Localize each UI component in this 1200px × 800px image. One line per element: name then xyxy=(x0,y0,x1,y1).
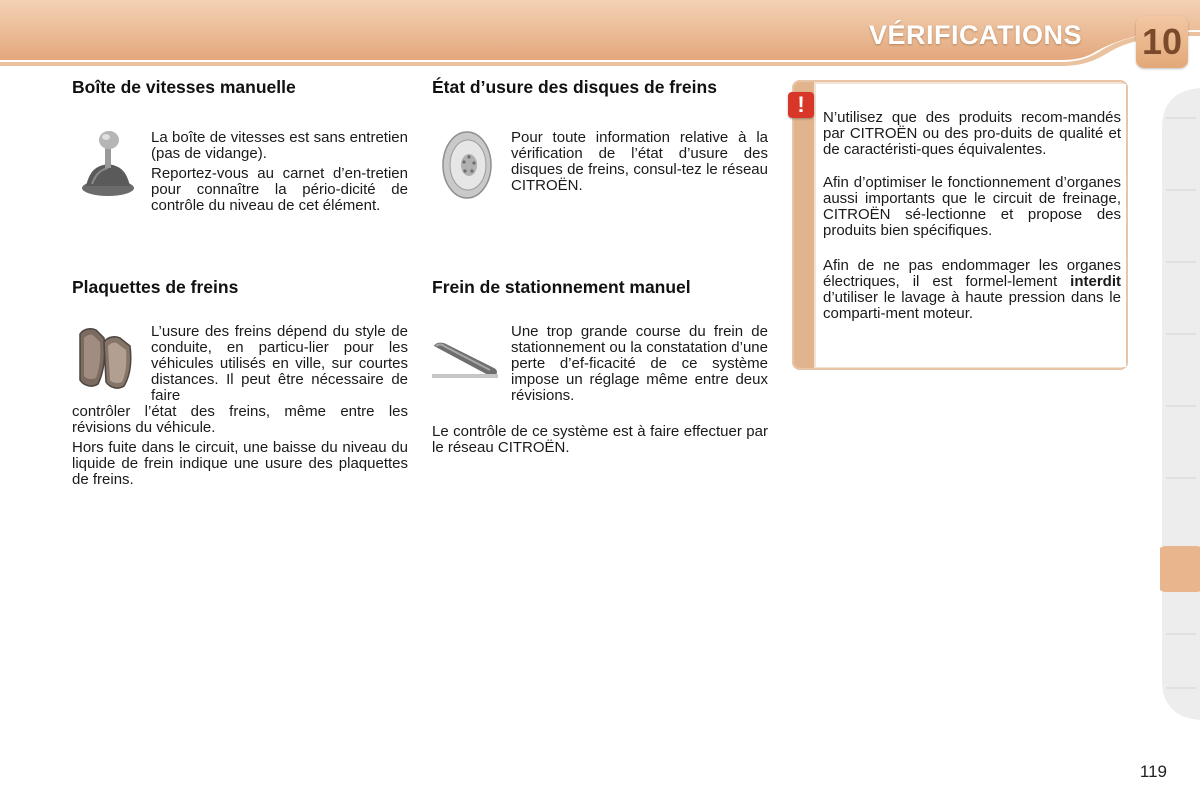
page-title: VÉRIFICATIONS xyxy=(868,20,1082,50)
section-brake-discs xyxy=(432,78,769,97)
section-parking-brake xyxy=(432,278,769,297)
warning-paragraph-3 xyxy=(823,258,1121,322)
gear-lever-icon xyxy=(78,128,138,203)
section-title: Frein de stationnement manuel xyxy=(432,277,691,297)
chapter-number-badge: 10 xyxy=(1136,16,1188,68)
brake-discs-paragraph-1: Pour toute information relative à la vérification de l’état d’usure des disques de freins, consul-tez le réseau CITROËN. xyxy=(511,129,768,194)
warning-paragraph-3-part-1: Afin de ne pas endommager les organes électriques, il est formel-lement xyxy=(823,257,1121,290)
parking-brake-lever-icon xyxy=(432,338,500,387)
section-title: État d’usure des disques de freins xyxy=(432,77,717,97)
section-title: Plaquettes de freins xyxy=(72,277,239,297)
warning-paragraph-1: N’utilisez que des produits recom-mandés par CITROËN ou des pro-duits de qualité et de caractéristi-ques équivalentes. xyxy=(823,109,1121,158)
gearbox-paragraph-1: La boîte de vitesses est sans entretien (pas de vidange). xyxy=(151,129,408,162)
chapter-side-tabs xyxy=(1160,88,1200,720)
brake-disc-icon xyxy=(440,130,494,205)
gearbox-paragraph-2: Reportez-vous au carnet d’en-tretien pour connaître la pério-dicité de contrôle du niveau de cet élément. xyxy=(151,165,408,214)
brake-pads-paragraph-2: Hors fuite dans le circuit, une baisse du niveau du liquide de frein indique une usure des plaquettes de freins. xyxy=(72,439,408,488)
section-title: Boîte de vitesses manuelle xyxy=(72,77,296,97)
exclamation-warning-icon: ! xyxy=(788,92,814,118)
brake-pads-text-full: contrôler l’état des freins, même entre les révisions du véhicule. xyxy=(72,403,408,436)
warning-emphasis-interdit: interdit xyxy=(1070,273,1122,290)
brake-pads-text-indented: L’usure des freins dépend du style de conduite, en particu-lier pour les véhicules utilisés en ville, sur courtes distances. Il peut être nécessaire de faire xyxy=(151,323,408,404)
section-gearbox xyxy=(72,78,409,97)
parking-brake-paragraph-2: Le contrôle de ce système est à faire effectuer par le réseau CITROËN. xyxy=(432,423,768,456)
warning-paragraph-2: Afin d’optimiser le fonctionnement d’organes aussi importants que le circuit de freinage, CITROËN sé-lectionne et propose des produits bien spécifiques. xyxy=(823,174,1121,239)
page-number: 119 xyxy=(1139,762,1167,781)
section-brake-pads xyxy=(72,278,409,297)
warning-paragraph-3-part-2: d’utiliser le lavage à haute pression dans le comparti-ment moteur. xyxy=(823,289,1121,322)
parking-brake-paragraph-1: Une trop grande course du frein de stationnement ou la constatation d’une perte d’ef-ficacité de ce système impose un réglage même entre deux révisions. xyxy=(511,323,768,404)
brake-pads-icon xyxy=(74,324,136,397)
